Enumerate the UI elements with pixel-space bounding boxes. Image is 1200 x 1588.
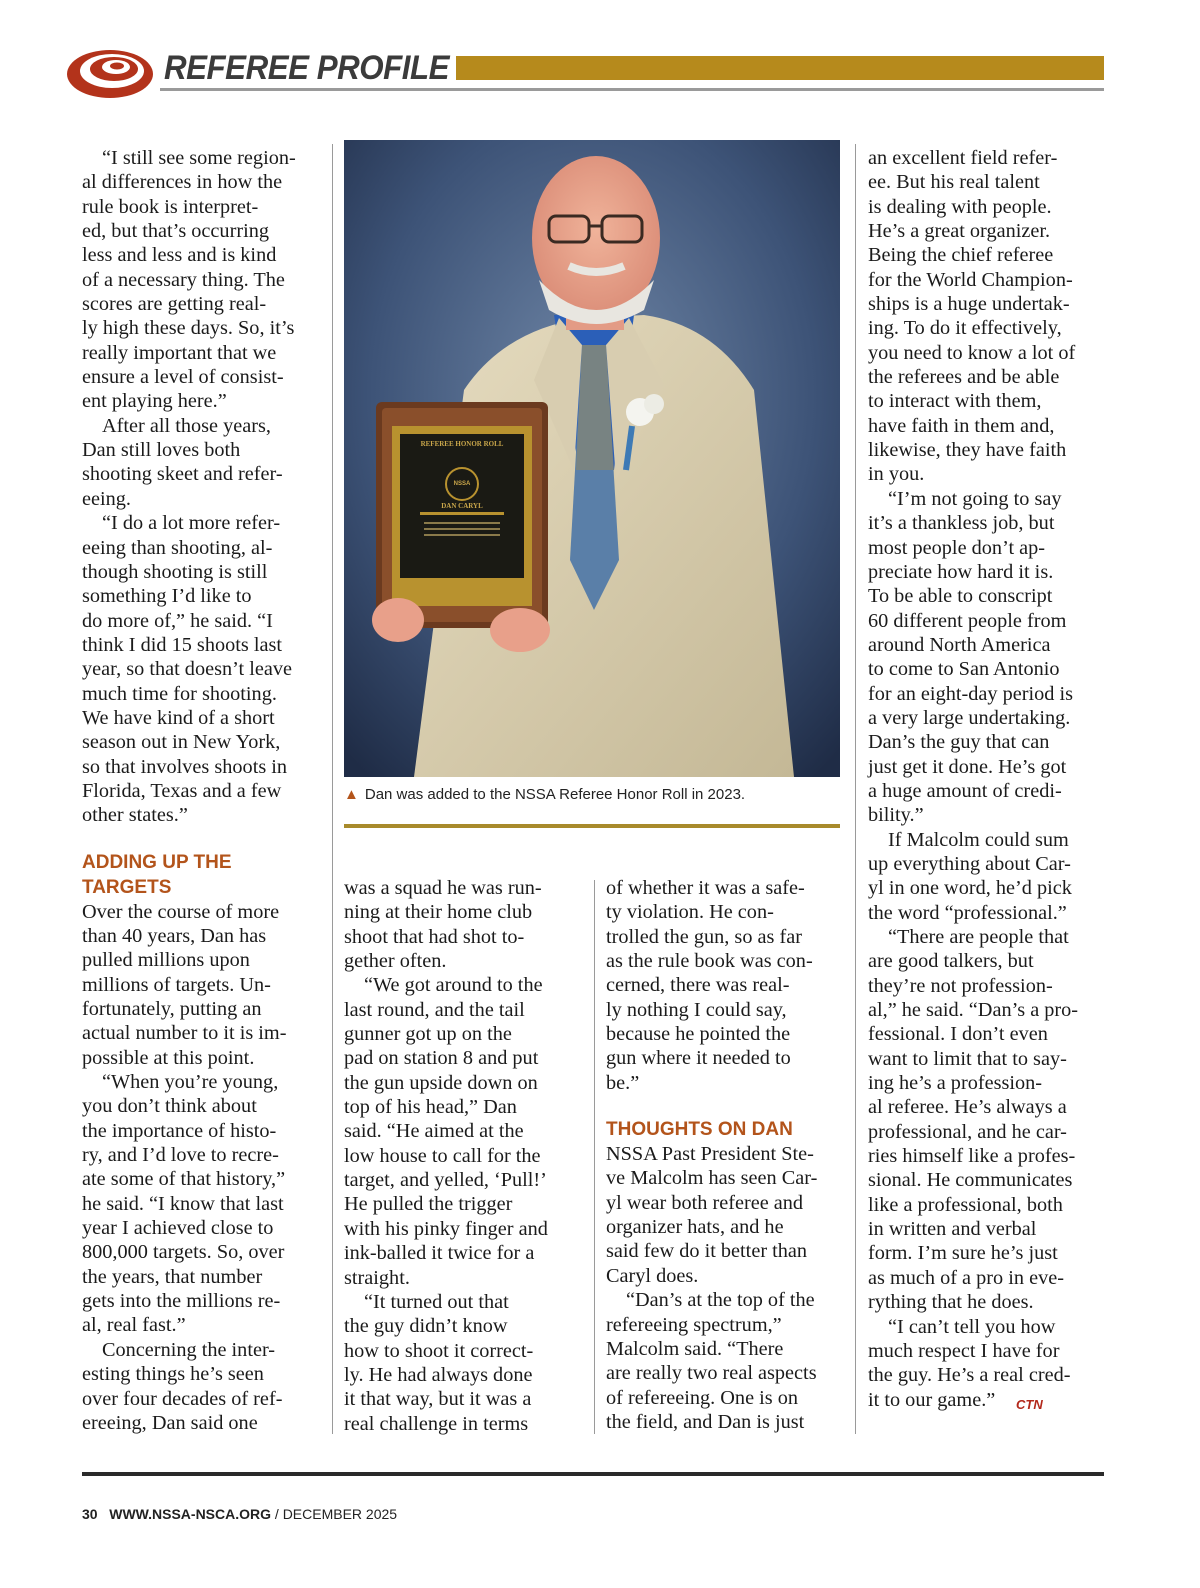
text-line: likewise, they have faith [868, 439, 1067, 462]
text-line: straight. [344, 1266, 410, 1289]
portrait-image [344, 140, 840, 777]
text-line: ensure a level of consist- [82, 366, 284, 389]
article-column-3 [606, 876, 817, 1434]
plaque-image [376, 402, 548, 628]
text-line: are good talkers, but [868, 950, 1034, 973]
website-link[interactable]: WWW.NSSA-NSCA.ORG [109, 1506, 272, 1522]
text-line: year, so that doesn’t leave [82, 658, 293, 681]
footer-separator: / [271, 1506, 283, 1522]
text-line: “I do a lot more refer- [102, 512, 281, 535]
text-line: a huge amount of credi- [868, 779, 1062, 802]
column-3-text-a [606, 876, 817, 1095]
text-line: al,” he said. “Dan’s a pro- [868, 999, 1079, 1022]
text-line: “Dan’s at the top of the [626, 1289, 815, 1312]
text-line: Florida, Texas and a few [82, 779, 282, 802]
target-logo-icon [64, 40, 156, 102]
caption-text: Dan was added to the NSSA Referee Honor Roll in 2023. [364, 786, 746, 803]
text-line: trolled the gun, so as far [606, 925, 802, 948]
text-line: year I achieved close to [82, 1217, 274, 1240]
text-line: form. I’m sure he’s just [868, 1242, 1058, 1265]
text-line: have faith in them and, [868, 414, 1055, 437]
text-line: ly. He had always done [344, 1363, 533, 1386]
issue-date: DECEMBER 2025 [282, 1506, 398, 1522]
text-line: ve Malcolm has seen Car- [606, 1167, 818, 1190]
header-rule [160, 88, 1104, 91]
subhead-line: TARGETS [82, 876, 172, 898]
text-line: because he pointed the [606, 1023, 791, 1046]
text-line: though shooting is still [82, 560, 268, 583]
text-line: To be able to conscript [868, 585, 1053, 608]
text-line: of whether it was a safe- [606, 877, 805, 899]
text-line: the referees and be able [868, 366, 1060, 389]
text-line: an excellent field refer- [868, 147, 1058, 169]
section-title: REFEREE PROFILE [164, 49, 450, 87]
text-line: actual number to it is im- [82, 1022, 287, 1045]
footer-rule [82, 1472, 1104, 1476]
text-line: Over the course of more [82, 900, 280, 923]
column-divider [332, 144, 333, 1434]
text-line: the word “professional.” [868, 901, 1067, 924]
subhead-adding-up-targets [82, 850, 296, 900]
text-line: other states.” [82, 804, 188, 827]
text-line: the guy didn’t know [344, 1315, 508, 1338]
text-line: pulled millions upon [82, 949, 250, 972]
text-line: refereeing spectrum,” [606, 1313, 782, 1336]
text-line: “It turned out that [364, 1290, 509, 1313]
column-1-text-a [82, 146, 296, 828]
text-line: ent playing here.” [82, 390, 227, 413]
text-line: eeing than shooting, al- [82, 536, 273, 559]
text-line: We have kind of a short [82, 706, 275, 729]
text-line: something I’d like to [82, 585, 252, 608]
plaque-title: REFEREE HONOR ROLL [420, 440, 504, 448]
caption-rule [344, 824, 840, 828]
text-line: 800,000 targets. So, over [82, 1241, 285, 1264]
text-line: possible at this point. [82, 1046, 255, 1069]
text-line: really important that we [82, 341, 277, 364]
text-line: as the rule book was con- [606, 950, 813, 973]
text-line: in written and verbal [868, 1218, 1037, 1241]
photo-caption [344, 786, 840, 803]
text-line: season out in New York, [82, 731, 281, 754]
portrait-photo [344, 140, 840, 777]
text-line: “I still see some region- [102, 147, 296, 169]
text-line: of refereeing. One is on [606, 1386, 799, 1409]
column-1-text-b [82, 900, 296, 1436]
text-line: most people don’t ap- [868, 536, 1046, 559]
text-line: be.” [606, 1071, 640, 1094]
text-line: do more of,” he said. “I [82, 609, 273, 632]
text-line: preciate how hard it is. [868, 560, 1054, 583]
text-line: “I’m not going to say [888, 487, 1062, 510]
plaque-name: DAN CARYL [441, 502, 483, 510]
text-line: for an eight-day period is [868, 682, 1074, 705]
text-line: are really two real aspects [606, 1362, 817, 1385]
text-line: ing he’s a profession- [868, 1072, 1043, 1095]
plaque-seal: NSSA [453, 481, 471, 487]
text-line: gets into the millions re- [82, 1290, 281, 1313]
text-line: less and less and is kind [82, 244, 277, 267]
article-column-4 [868, 146, 1078, 1412]
text-line: ee. But his real talent [868, 171, 1040, 194]
text-line: “There are people that [888, 926, 1069, 948]
subhead-thoughts-on-dan: THOUGHTS ON DAN [606, 1119, 793, 1141]
text-line: If Malcolm could sum [888, 828, 1069, 851]
text-line: the gun upside down on [344, 1071, 538, 1094]
text-line: esting things he’s seen [82, 1363, 264, 1386]
text-line: was a squad he was run- [344, 877, 542, 899]
text-line: ink-balled it twice for a [344, 1242, 535, 1265]
text-line: ries himself like a profes- [868, 1145, 1076, 1168]
text-line: so that involves shoots in [82, 755, 288, 778]
header-bar [456, 56, 1104, 80]
text-line: organizer hats, and he [606, 1216, 784, 1239]
text-line: top of his head,” Dan [344, 1096, 517, 1119]
text-line: Dan’s the guy that can [868, 731, 1050, 754]
text-line: bility.” [868, 804, 924, 827]
text-line: you don’t think about [82, 1095, 257, 1118]
text-line: to come to San Antonio [868, 658, 1060, 681]
column-divider [594, 880, 595, 1434]
text-line: up everything about Car- [868, 852, 1071, 875]
text-line: said few do it better than [606, 1240, 808, 1263]
text-line: yl wear both referee and [606, 1191, 804, 1214]
column-3-text-b [606, 1142, 817, 1434]
text-line: it’s a thankless job, but [868, 512, 1055, 535]
text-line: yl in one word, he’d pick [868, 877, 1072, 900]
text-line: a very large undertaking. [868, 706, 1071, 729]
text-line: shooting skeet and refer- [82, 463, 283, 486]
text-line: gun where it needed to [606, 1047, 791, 1070]
text-line: He pulled the trigger [344, 1193, 513, 1216]
text-line: al, real fast.” [82, 1314, 186, 1337]
text-line: the importance of histo- [82, 1119, 277, 1142]
text-line: of a necessary thing. The [82, 268, 285, 291]
text-line: ly high these days. So, it’s [82, 317, 295, 340]
text-line: as much of a pro in eve- [868, 1266, 1064, 1289]
column-divider [855, 144, 856, 1434]
text-line: the years, that number [82, 1265, 263, 1288]
end-mark-ctn: CTN [1016, 1397, 1043, 1412]
text-line: cerned, there was real- [606, 974, 790, 997]
text-line: the field, and Dan is just [606, 1410, 805, 1433]
text-line: “We got around to the [364, 974, 543, 997]
text-line: ry, and I’d love to recre- [82, 1144, 279, 1167]
text-line: rything that he does. [868, 1291, 1034, 1314]
text-line: with his pinky finger and [344, 1217, 548, 1240]
article-column-2 [344, 876, 548, 1436]
text-line: over four decades of ref- [82, 1387, 283, 1410]
text-line: he said. “I know that last [82, 1192, 284, 1215]
text-line: much time for shooting. [82, 682, 277, 705]
text-line: eeing. [82, 487, 131, 510]
text-line: is dealing with people. [868, 195, 1052, 218]
article-column-1 [82, 146, 296, 1435]
text-line: ereeing, Dan said one [82, 1411, 258, 1434]
column-4-text [868, 146, 1078, 1412]
text-line: Being the chief referee [868, 244, 1054, 267]
text-line: the guy. He’s a real cred- [868, 1364, 1071, 1387]
page-footer [82, 1506, 397, 1522]
text-line: gether often. [344, 950, 447, 973]
text-line: ty violation. He con- [606, 901, 774, 924]
text-line: want to limit that to say- [868, 1047, 1067, 1070]
text-line: After all those years, [102, 414, 271, 437]
text-line: it that way, but it was a [344, 1388, 532, 1411]
text-line: just get it done. He’s got [868, 755, 1067, 778]
text-line: low house to call for the [344, 1144, 541, 1167]
text-line: last round, and the tail [344, 998, 525, 1021]
text-line: in you. [868, 463, 925, 486]
text-line: around North America [868, 633, 1051, 656]
text-line: fortunately, putting an [82, 998, 262, 1020]
text-line: real challenge in terms [344, 1412, 529, 1435]
text-line: al referee. He’s always a [868, 1096, 1067, 1119]
text-line: rule book is interpret- [82, 195, 259, 218]
text-line: ning at their home club [344, 901, 533, 924]
text-line: sional. He communicates [868, 1169, 1073, 1192]
text-line: for the World Champion- [868, 268, 1073, 291]
text-line: Concerning the inter- [102, 1338, 276, 1361]
text-line: think I did 15 shoots last [82, 633, 283, 656]
text-line: fessional. I don’t even [868, 1023, 1048, 1046]
text-line: al differences in how the [82, 171, 283, 194]
text-line: said. “He aimed at the [344, 1120, 524, 1143]
text-line: “When you’re young, [102, 1071, 279, 1094]
triangle-up-icon: ▲ [344, 786, 359, 803]
text-line: scores are getting real- [82, 293, 267, 316]
text-line: ly nothing I could say, [606, 998, 787, 1021]
text-line: it to our game.” [868, 1388, 996, 1411]
text-line: 60 different people from [868, 609, 1067, 632]
text-line: Malcolm said. “There [606, 1337, 784, 1360]
text-line: Caryl does. [606, 1264, 699, 1287]
text-line: pad on station 8 and put [344, 1047, 539, 1070]
page-header [64, 40, 1104, 102]
text-line: professional, and he car- [868, 1120, 1067, 1143]
text-line: Dan still loves both [82, 439, 241, 462]
text-line: they’re not profession- [868, 974, 1053, 997]
text-line: like a professional, both [868, 1193, 1063, 1216]
text-line: He’s a great organizer. [868, 220, 1051, 243]
text-line: ate some of that history,” [82, 1168, 286, 1191]
text-line: ed, but that’s occurring [82, 220, 269, 243]
text-line: NSSA Past President Ste- [606, 1143, 814, 1166]
text-line: ships is a huge undertak- [868, 293, 1070, 316]
text-line: target, and yelled, ‘Pull!’ [344, 1169, 547, 1192]
subhead-line: ADDING UP THE [82, 851, 232, 873]
text-line: to interact with them, [868, 390, 1042, 413]
text-line: shoot that had shot to- [344, 925, 525, 948]
text-line: millions of targets. Un- [82, 973, 271, 996]
text-line: ing. To do it effectively, [868, 317, 1062, 340]
page-number: 30 [82, 1506, 98, 1522]
text-line: gunner got up on the [344, 1023, 512, 1046]
text-line: you need to know a lot of [868, 341, 1076, 364]
text-line: than 40 years, Dan has [82, 924, 267, 947]
text-line: how to shoot it correct- [344, 1339, 534, 1362]
text-line: much respect I have for [868, 1339, 1060, 1362]
text-line: “I can’t tell you how [888, 1315, 1056, 1338]
